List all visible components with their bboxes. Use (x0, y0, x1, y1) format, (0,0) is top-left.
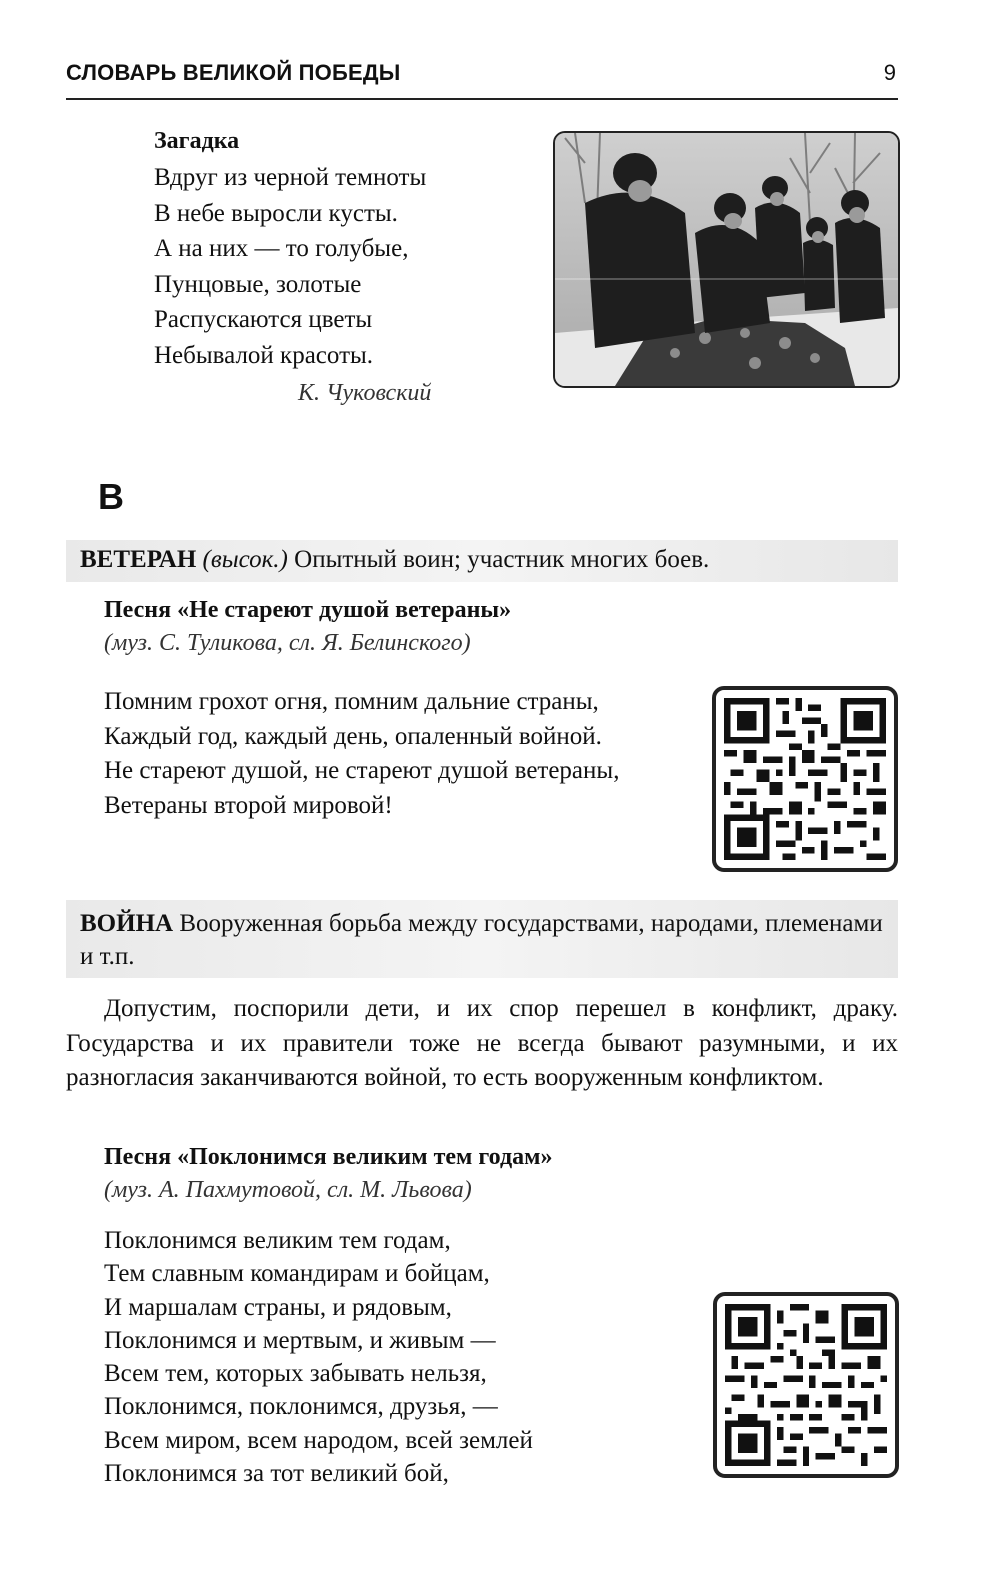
riddle-line: А на них — то голубые, (154, 235, 409, 262)
veteran-song-qr-code[interactable] (712, 686, 898, 872)
war-song-title: Песня «Поклонимся великим тем годам» (104, 1144, 553, 1170)
riddle-line: В небе выросли кусты. (154, 199, 398, 227)
war-definition (80, 907, 890, 973)
veteran-definition (80, 543, 892, 576)
veteran-song-credit: (муз. С. Туликова, сл. Я. Белинского) (104, 630, 471, 656)
riddle-line: Вдруг из черной темноты (154, 164, 427, 191)
lyric-line: Помним грохот огня, помним дальние страны, (104, 688, 599, 715)
riddle-line: Распускаются цветы (154, 306, 373, 333)
war-song-qr-code[interactable] (713, 1292, 899, 1478)
lyric-line: Поклонимся за тот великий бой, (104, 1460, 449, 1488)
lyric-line: Поклонимся великим тем годам, (104, 1227, 451, 1254)
lyric-line: Тем славным командирам и бойцам, (104, 1260, 490, 1288)
lyric-line: Ветераны второй мировой! (104, 791, 393, 819)
veteran-term: ВЕТЕРАН (80, 546, 197, 573)
lyric-line: И маршалам страны, и рядовым, (104, 1293, 452, 1321)
war-song-credit: (муз. А. Пахмутовой, сл. М. Львова) (104, 1177, 472, 1203)
veteran-song-title: Песня «Не стареют душой ветераны» (104, 597, 512, 623)
veteran-song-lyrics (104, 685, 619, 823)
running-header-title: СЛОВАРЬ ВЕЛИКОЙ ПОБЕДЫ (66, 60, 401, 85)
veteran-note: (высок.) (202, 546, 288, 573)
memorial-photo (553, 131, 900, 388)
lyric-line: Всем миром, всем народом, всей землей (104, 1426, 533, 1454)
veteran-definition-text: Опытный воин; участник многих боев. (294, 546, 710, 573)
lyric-line: Поклонимся и мертвым, и живым — (104, 1326, 496, 1354)
header-divider (66, 98, 898, 100)
lyric-line: Каждый год, каждый день, опаленный войной. (104, 722, 602, 750)
war-definition-text: Вооруженная борьба между государствами, народами, племенами и т.п. (80, 910, 883, 970)
war-explanation-paragraph: Допустим, поспорили дети, и их спор перешел в конфликт, драку. Государства и их правители тоже не всегда бывают разумными, и их разногласия заканчиваются войной, то есть вооруженным конфликтом. (66, 995, 898, 1091)
lyric-line: Поклонимся, поклонимся, друзья, — (104, 1393, 498, 1421)
section-letter: В (98, 476, 124, 517)
riddle-line: Небывалой красоты. (154, 341, 374, 369)
lyric-line: Не стареют душой, не стареют душой ветераны, (104, 757, 620, 784)
war-song-lyrics (104, 1224, 533, 1490)
page-number: 9 (883, 60, 896, 85)
riddle-poem (154, 160, 426, 373)
lyric-line: Всем тем, которых забывать нельзя, (104, 1360, 487, 1388)
riddle-author: К. Чуковский (298, 380, 432, 406)
riddle-line: Пунцовые, золотые (154, 270, 362, 298)
riddle-title: Загадка (154, 128, 240, 154)
war-term: ВОЙНА (80, 910, 174, 937)
